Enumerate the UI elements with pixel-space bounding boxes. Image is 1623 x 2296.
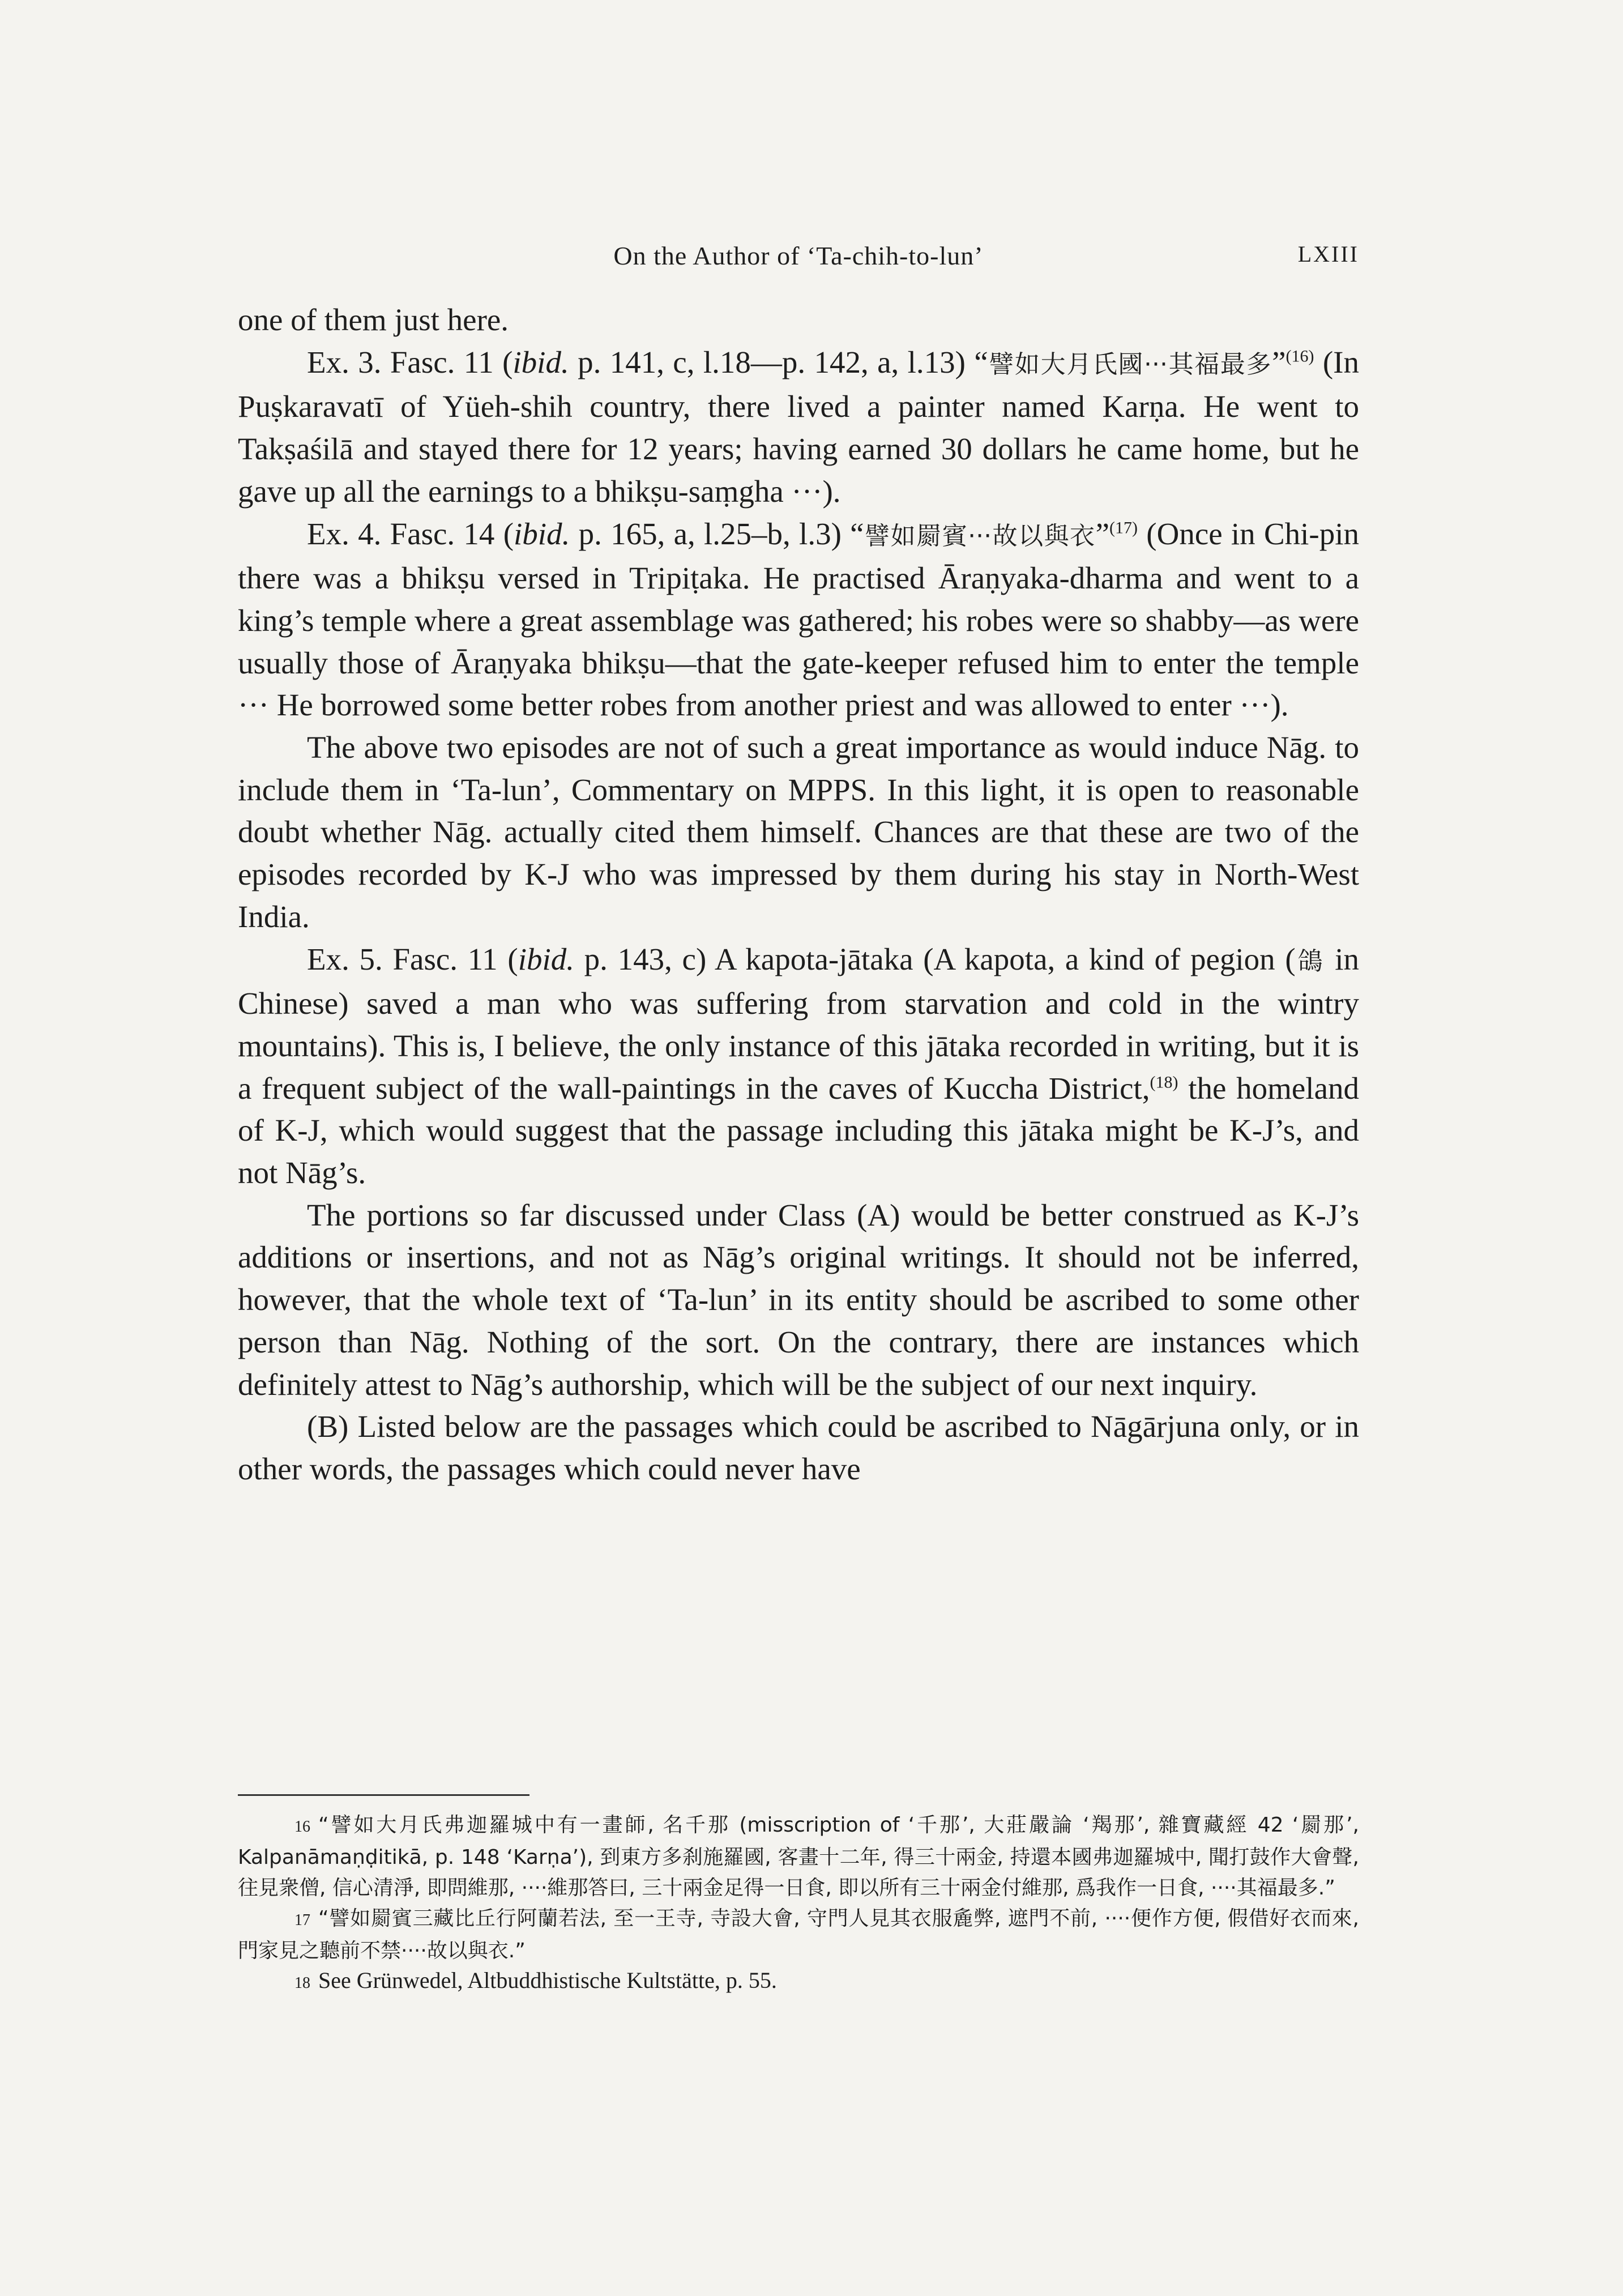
text-run: p. 141, c, l.18—p. 142, a, l.13) “ xyxy=(569,344,988,379)
text-run: in Chinese) saved a man who was suffering from starvation and cold in the wintry mountains). This is, I believe, the only instance of this jātaka recorded in writing, but it is a frequent subject of the wall-paintings in the caves of Kuccha District, xyxy=(238,941,1360,1106)
ibid: ibid. xyxy=(514,516,570,551)
paragraph: one of them just here. xyxy=(238,302,509,337)
chinese-quote: 譬如大月氏國···其福最多 xyxy=(988,349,1272,379)
footnote-18 xyxy=(238,1966,1359,1998)
page-number: LXIII xyxy=(1297,241,1359,267)
text-run: Ex. 3. Fasc. 11 ( xyxy=(307,344,513,379)
paragraph: The portions so far discussed under Class (A) would be better construed as K-J’s additions or insertions, and not as Nāg’s original writings. It should not be inferred, however, that the whole text of ‘Ta-lun’ in its entity should be ascribed to some other person than Nāg. Nothing of the sort. On the contrary, there are instances which definitely attest to Nāg’s authorship, which will be the subject of our next inquiry. xyxy=(238,1197,1359,1402)
text-run: Ex. 4. Fasc. 14 ( xyxy=(307,516,514,551)
paragraph-ex3 xyxy=(238,342,1359,513)
footnote-text: “譬如大月氏弗迦羅城中有一畫師, 名千那 (misscription of ‘千那’, 大莊嚴論 ‘羯那’, 雜寶藏經 42 ‘罽那’, Kalpanāmaṇḍitikā, p. 148 ‘Karṇa’), 到東方多刹施羅國, 客畫十二年, 得三十兩金, 持還本國弗迦羅城中, 聞打鼓作大會聲, 往見衆僧, 信心清淨, 即問維那, ····維那答曰, 三十兩金足得一日食, 即以所有三十兩金付維那, 爲我作一日食, ····其福最多.” xyxy=(238,1813,1359,1900)
text-run: the homeland of K-J, which would suggest that the passage including this jātaka might be K-J’s, and not Nāg’s. xyxy=(238,1070,1359,1190)
text-run: (In Puṣkaravatī of Yüeh-shih country, there lived a painter named Karṇa. He went to Takṣaśilā and stayed there for 12 years; having earned 30 dollars he came home, but he gave up all the earnings to a bhikṣu-saṃgha ···). xyxy=(238,344,1359,509)
footnote-number: 16 xyxy=(294,1818,310,1836)
text-run: Ex. 5. Fasc. 11 ( xyxy=(307,941,518,976)
footnote-17 xyxy=(238,1903,1359,1966)
paragraph-ex5 xyxy=(238,938,1359,1194)
running-head xyxy=(238,241,1359,275)
footnote-text: See Grünwedel, Altbuddhistische Kultstätte, p. 55. xyxy=(318,1968,777,1993)
text-run: ” xyxy=(1095,516,1110,551)
footnote-ref-18[interactable]: (18) xyxy=(1150,1073,1178,1092)
paragraph: (B) Listed below are the passages which could be ascribed to Nāgārjuna only, or in other words, the passages which could never have xyxy=(238,1409,1359,1486)
body-text xyxy=(238,299,1359,1491)
ibid: ibid. xyxy=(512,344,569,379)
ibid: ibid. xyxy=(518,941,574,976)
footnote-number: 17 xyxy=(294,1911,310,1929)
text-run: (Once in Chi-pin there was a bhikṣu versed in Tripiṭaka. He practised Āraṇyaka-dharma and went to a king’s temple where a great assemblage was gathered; his robes were so shabby—as were usually those of Āraṇyaka bhikṣu—that the gate-keeper refused him to enter the temple ··· He borrowed some better robes from another priest and was allowed to enter ···). xyxy=(238,516,1360,723)
paragraph-ex4 xyxy=(238,513,1359,727)
footnote-number: 18 xyxy=(294,1974,310,1992)
footnotes xyxy=(238,1810,1359,1998)
footnote-text: “譬如罽賓三藏比丘行阿蘭若法, 至一王寺, 寺設大會, 守門人見其衣服麁弊, 遮門不前, ····便作方便, 假借好衣而來, 門家見之聽前不禁····故以與衣.” xyxy=(238,1907,1359,1962)
text-run: ” xyxy=(1272,344,1286,379)
text-run: p. 165, a, l.25–b, l.3) “ xyxy=(570,516,864,551)
footnote-ref-17[interactable]: (17) xyxy=(1109,518,1138,537)
chinese-quote: 譬如罽賓···故以與衣 xyxy=(864,521,1096,550)
paragraph: The above two episodes are not of such a great importance as would induce Nāg. to include them in ‘Ta-lun’, Commentary on MPPS. In this light, it is open to reasonable doubt whether Nāg. actually cited them himself. Chances are that these are two of the episodes recorded by K-J who was impressed by them during his stay in North-West India. xyxy=(238,730,1359,934)
text-run: p. 143, c) A kapota-jātaka (A kapota, a kind of pegion ( xyxy=(574,941,1296,976)
footnote-ref-16[interactable]: (16) xyxy=(1285,347,1314,366)
footnote-16 xyxy=(238,1810,1359,1903)
footnote-rule xyxy=(238,1794,529,1796)
running-title: On the Author of ‘Ta-chih-to-lun’ xyxy=(613,241,984,270)
chinese-char: 鴿 xyxy=(1295,946,1325,976)
